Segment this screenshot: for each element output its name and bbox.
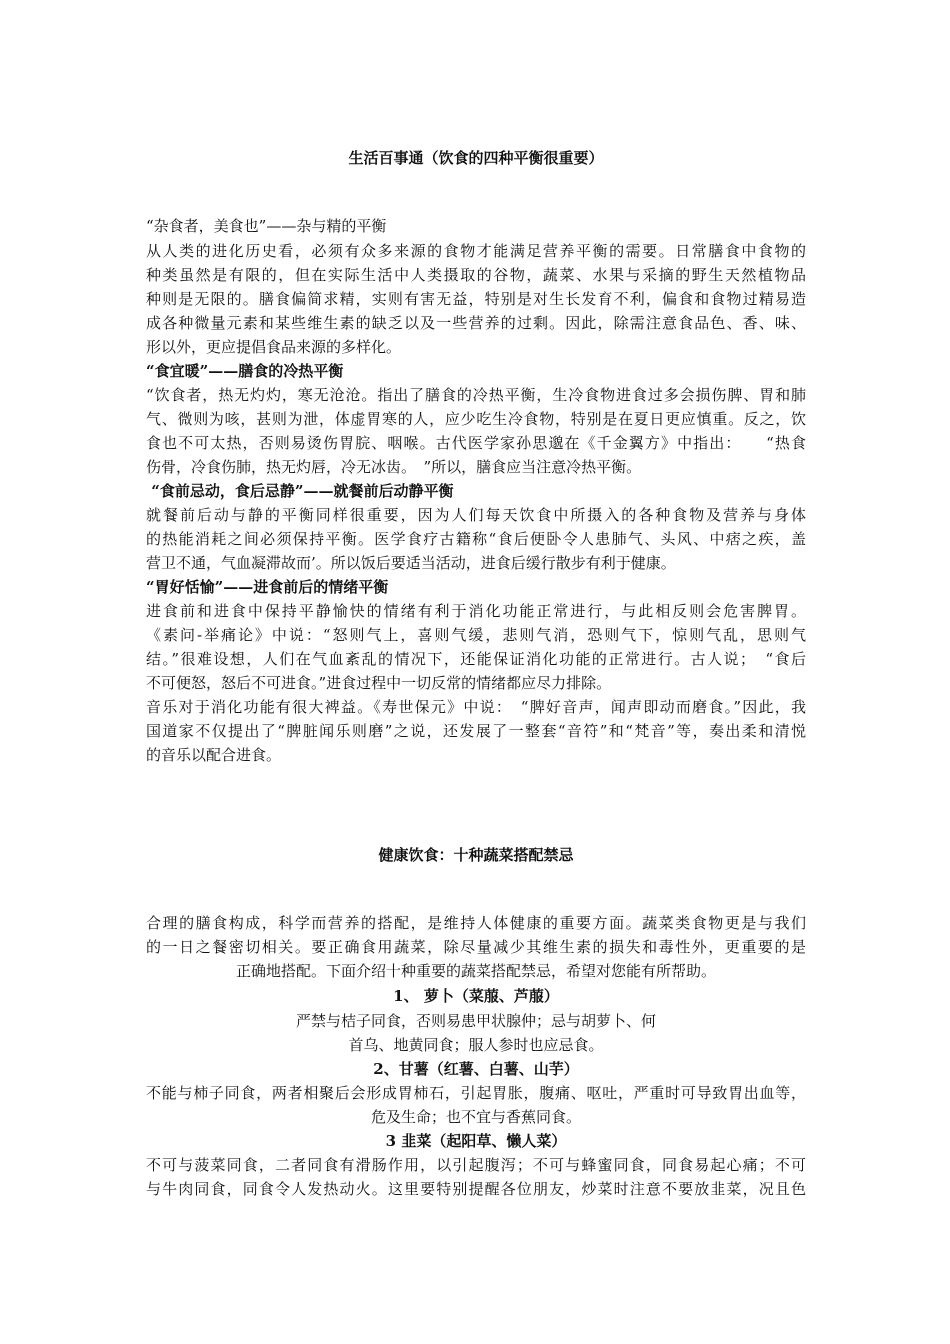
paragraph-line: 食也不可太热，否则易烫伤胃脘、咽喉。古代医学家孙思邈在《千金翼方》中指出： “热食 (146, 434, 806, 452)
heading-emotion-balance: “胃好恬愉”——进食前后的情绪平衡 (146, 578, 389, 596)
heading-variety-balance: “杂食者，美食也”——杂与精的平衡 (146, 217, 387, 235)
item-title-chives: 3 韭菜（起阳草、懒人菜） (385, 1132, 567, 1150)
paragraph-line: 不可与菠菜同食，二者同食有滑肠作用，以引起腹泻；不可与蜂蜜同食，同食易起心痛；不可 (146, 1156, 806, 1174)
paragraph-line: 的一日之餐密切相关。要正确食用蔬菜，除尽量减少其维生素的损失和毒性外，更重要的是 (146, 938, 806, 956)
paragraph-line: 结。”很难设想，人们在气血紊乱的情况下，还能保证消化功能的正常进行。古人说； “食后 (146, 650, 806, 668)
heading-temperature-balance: “食宜暖”——膳食的冷热平衡 (146, 362, 344, 380)
paragraph-line: 成各种微量元素和某些维生素的缺乏以及一些营养的过剩。因此，除需注意食品色、香、味、 (146, 314, 806, 332)
paragraph-line: 《素问-举痛论》中说：“怒则气上，喜则气缓，悲则气消，恐则气下，惊则气乱，思则气 (146, 626, 806, 644)
paragraph-line: “饮食者，热无灼灼，寒无沧沧。指出了膳食的冷热平衡，生冷食物进食过多会损伤脾、胃和肺 (146, 386, 806, 404)
paragraph-line: 首乌、地黄同食；服人参时也应忌食。 (348, 1036, 604, 1054)
paragraph-line: 音乐对于消化功能有很大裨益。《寿世保元》中说： “脾好音声，闻声即动而磨食。”因此，我 (146, 698, 806, 716)
paragraph-line: 伤骨，冷食伤肺，热无灼唇，冷无冰齿。 ”所以，膳食应当注意冷热平衡。 (146, 458, 642, 476)
paragraph-line: 的音乐以配合进食。 (146, 746, 282, 764)
paragraph-line: 不能与柿子同食，两者相聚后会形成胃柿石，引起胃胀，腹痛、呕吐，严重时可导致胃出血等， (146, 1084, 806, 1102)
paragraph-line: 种类虽然是有限的，但在实际生活中人类摄取的谷物，蔬菜、水果与采摘的野生天然植物品 (146, 266, 806, 284)
item-title-radish: 1、 萝卜（菜菔、芦菔） (393, 987, 559, 1005)
section2-title: 健康饮食：十种蔬菜搭配禁忌 (378, 846, 574, 864)
paragraph-line: 种则是无限的。膳食偏简求精，实则有害无益，特别是对生长发育不利，偏食和食物过精易造 (146, 290, 806, 308)
paragraph-line: 与牛肉同食，同食令人发热动火。这里要特别提醒各位朋友，炒菜时注意不要放韭菜，况且色 (146, 1180, 806, 1198)
section1-title: 生活百事通（饮食的四种平衡很重要） (348, 149, 604, 167)
paragraph-line: 的热能消耗之间必须保持平衡。医学食疗古籍称“食后便卧令人患肺气、头风、中痞之疾，盖 (146, 530, 806, 548)
paragraph-line: 营卫不通，气血凝滞故而’。所以饭后要适当活动，进食后缓行散步有利于健康。 (146, 554, 676, 572)
paragraph-line: 形以外，更应提倡食品来源的多样化。 (146, 338, 402, 356)
paragraph-line: 正确地搭配。下面介绍十种重要的蔬菜搭配禁忌，希望对您能有所帮助。 (235, 962, 716, 980)
paragraph-line: 就餐前后动与静的平衡同样很重要，因为人们每天饮食中所摄入的各种食物及营养与身体 (146, 506, 806, 524)
item-title-sweet-potato: 2、甘薯（红薯、白薯、山芋） (373, 1060, 579, 1078)
paragraph-line: 国道家不仅提出了“脾脏闻乐则磨”之说，还发展了一整套“音符”和“梵音”等，奏出柔和清悦 (146, 722, 806, 740)
paragraph-line: 严禁与桔子同食，否则易患甲状腺仲；忌与胡萝卜、何 (295, 1012, 656, 1030)
paragraph-line: 危及生命；也不宜与香蕉同食。 (370, 1108, 581, 1126)
paragraph-line: 不可便怒，怒后不可进食。”进食过程中一切反常的情绪都应尽力排除。 (146, 674, 612, 692)
paragraph-line: 合理的膳食构成，科学而营养的搭配，是维持人体健康的重要方面。蔬菜类食物更是与我们 (146, 914, 806, 932)
paragraph-line: 气、微则为咳，甚则为泄，体虚胃寒的人，应少吃生冷食物，特别是在夏日更应慎重。反之，饮 (146, 410, 806, 428)
heading-activity-balance: “食前忌动，食后忌静”——就餐前后动静平衡 (146, 482, 454, 500)
paragraph-line: 从人类的进化历史看，必须有众多来源的食物才能满足营养平衡的需要。日常膳食中食物的 (146, 242, 806, 260)
paragraph-line: 进食前和进食中保持平静愉快的情绪有利于消化功能正常进行，与此相反则会危害脾胃。 (146, 602, 806, 620)
